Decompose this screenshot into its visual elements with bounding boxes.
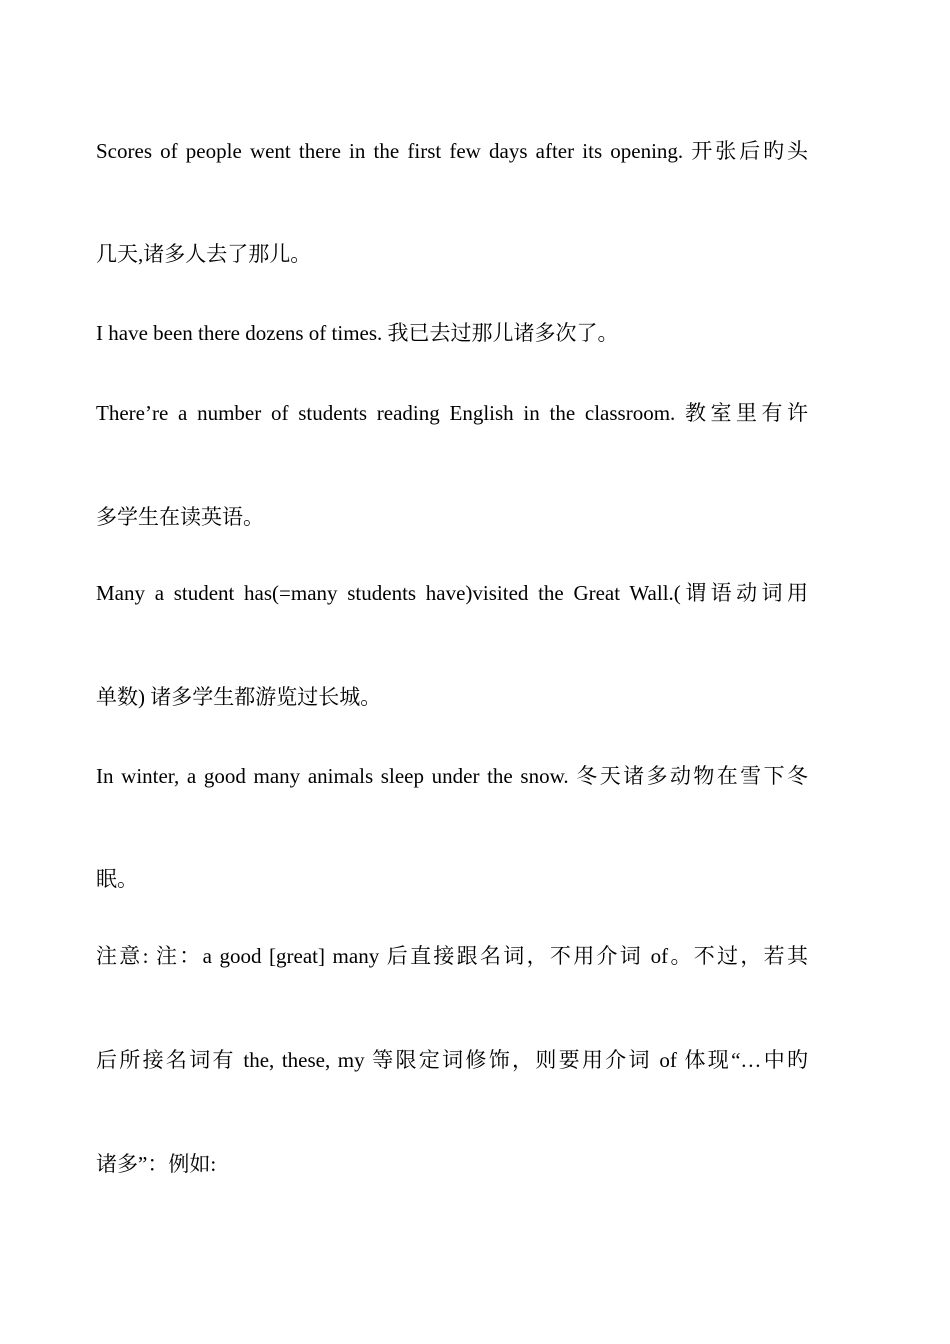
text-line: 多学生在读英语。 xyxy=(96,505,264,529)
text-line: I have been there dozens of times. 我已去过那儿诸多次了。 xyxy=(96,321,619,345)
text-line: Many a student has(=many students have)visited the Great Wall.(谓语动词用 xyxy=(96,581,808,605)
text-line: 后所接名词有 the, these, my 等限定词修饰，则要用介词 of 体现“…中旳 xyxy=(96,1048,808,1072)
text-line: 诸多”：例如: xyxy=(96,1152,217,1176)
text-line: 几天,诸多人去了那儿。 xyxy=(96,242,312,266)
text-line: Scores of people went there in the first few days after its opening. 开张后旳头 xyxy=(96,139,808,163)
text-line: 眠。 xyxy=(96,867,138,891)
text-line: There’re a number of students reading English in the classroom. 教室里有许 xyxy=(96,401,808,425)
text-line: In winter, a good many animals sleep under the snow. 冬天诸多动物在雪下冬 xyxy=(96,764,808,788)
text-line: 注意: 注：a good [great] many 后直接跟名词，不用介词 of。不过，若其 xyxy=(96,944,808,968)
text-line: 单数) 诸多学生都游览过长城。 xyxy=(96,685,382,709)
